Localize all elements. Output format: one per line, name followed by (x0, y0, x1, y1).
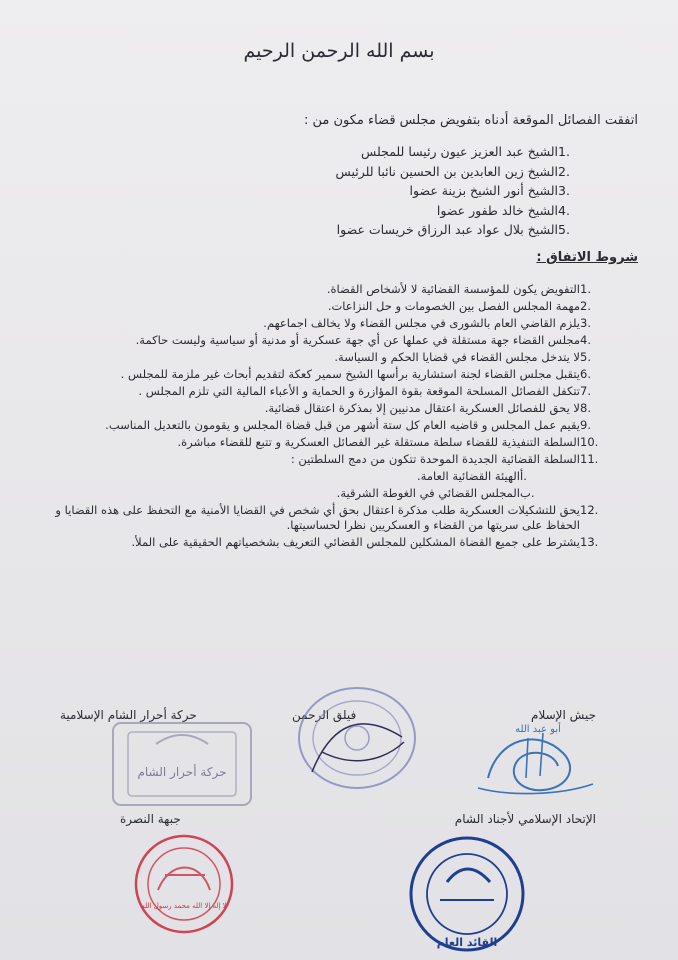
item-number: 9. (580, 418, 591, 432)
list-item (50, 367, 610, 382)
item-number: 10. (580, 435, 599, 449)
item-text: لا يحق للفصائل العسكرية اعتقال مدنيين إلا بمذكرة اعتقال قضائية. (264, 401, 580, 415)
nusra-stamp-icon (130, 830, 238, 938)
list-item (68, 222, 588, 242)
jaysh-islam-signature-icon (468, 718, 598, 800)
item-number: 2. (558, 163, 570, 179)
item-text: يحق للتشكيلات العسكرية طلب مذكرة اعتقال بحق أي شخص في القضايا الأمنية مع التحفظ على هذه القضايا و الحفاظ على سريتها من القضاء و العسكريين نظرا لحساسيتها. (55, 503, 580, 532)
list-item (50, 452, 610, 467)
item-number: 8. (580, 401, 591, 415)
item-number: 2. (580, 299, 591, 313)
signatory-jaysh-islam-label: جيش الإسلام (531, 708, 596, 722)
signatory-ahrar-label: حركة أحرار الشام الإسلامية (60, 708, 197, 722)
nusra-stamp-text: لا إله إلا الله محمد رسول الله (141, 902, 227, 910)
sub-item-text: المجلس القضائي في الغوطة الشرقية. (336, 486, 520, 500)
list-item (68, 183, 588, 203)
item-text: تتكفل الفصائل المسلحة الموقعة بقوة المؤازرة و الحماية و الأعباء المالية التي تلزم المجلس . (138, 384, 580, 398)
item-text: السلطة التنفيذية للقضاء سلطة مستقلة غير الفصائل العسكرية و تتبع للقضاء مباشرة. (177, 435, 580, 449)
item-text: الشيخ أنور الشيخ بزينة عضوا (409, 183, 558, 198)
list-item (50, 384, 610, 399)
sub-item-mark: أ. (520, 469, 527, 483)
item-number: 4. (580, 333, 591, 347)
item-number: 6. (580, 367, 591, 381)
item-text: الشيخ عبد العزيز عيون رئيسا للمجلس (361, 144, 558, 159)
members-list (68, 144, 588, 242)
item-text: مهمة المجلس الفصل بين الخصومات و حل النزاعات. (327, 299, 580, 313)
item-text: لا يتدخل مجلس القضاء في قضايا الحكم و السياسة. (334, 350, 580, 364)
list-item (50, 299, 610, 314)
signature-text: أبو عبد الله (515, 724, 561, 735)
sub-list (50, 469, 610, 501)
terms-list (50, 282, 610, 552)
item-number: 7. (580, 384, 591, 398)
item-number: 5. (558, 222, 570, 237)
list-item (50, 418, 610, 433)
basmala-heading: بسم الله الرحمن الرحيم (243, 40, 435, 62)
item-number: 12. (580, 503, 599, 517)
item-text: السلطة القضائية الجديدة الموحدة تتكون من دمج السلطتين : (290, 452, 580, 466)
signatory-nusra-label: جبهة النصرة (120, 812, 181, 826)
faylaq-stamp-icon (292, 682, 422, 794)
item-text: الشيخ بلال عواد عبد الرزاق خريسات عضوا (336, 222, 558, 237)
ahrar-stamp-icon (108, 718, 256, 810)
item-text: يقيم عمل المجلس و قاضيه العام كل ستة أشهر من قبل قضاة المجلس و يقومون بالتعديل المناسب. (105, 418, 580, 432)
item-number: 1. (580, 282, 591, 296)
ahrar-stamp-text: حركة أحرار الشام (137, 765, 227, 779)
item-number: 3. (580, 316, 591, 330)
list-item (50, 316, 610, 331)
item-number: 13. (580, 535, 599, 549)
item-text: يلزم القاضي العام بالشورى في مجلس القضاء ولا يخالف اجماعهم. (263, 316, 580, 330)
item-number: 5. (580, 350, 591, 364)
item-text: يتقبل مجلس القضاء لجنة استشارية برأسها الشيخ سمير كعكة لتقديم أبحاث غير ملزمة للمجلس . (120, 367, 580, 381)
item-number: 4. (558, 202, 570, 218)
ittihad-stamp-text: القائد العام (436, 936, 498, 949)
item-text: التفويض يكون للمؤسسة القضائية لا لأشخاص القضاة. (326, 282, 580, 296)
list-item (68, 203, 588, 223)
item-text: مجلس القضاء جهة مستقلة في عملها عن أي جهة عسكرية أو مدنية أو سياسية وليست حاكمة. (135, 333, 580, 347)
sub-item (50, 486, 550, 501)
intro-paragraph: اتفقت الفصائل الموقعة أدناه بتفويض مجلس قضاء مكون من : (303, 113, 638, 128)
list-item (68, 164, 588, 184)
list-item (50, 503, 610, 533)
list-item (50, 535, 610, 550)
item-text: يشترط على جميع القضاة المشكلين للمجلس القضائي التعريف بشخصياتهم الحقيقية على الملأ. (131, 535, 580, 549)
signatory-faylaq-label: فيلق الرحمن (292, 708, 357, 722)
sub-item-mark: ب. (520, 486, 535, 500)
list-item (50, 350, 610, 365)
sub-item-text: الهيئة القضائية العامة. (417, 469, 520, 483)
list-item (50, 333, 610, 348)
item-text: الشيخ زين العابدين بن الحسين نائبا للرئيس (335, 163, 558, 179)
sub-item (50, 469, 550, 484)
item-text: الشيخ خالد طفور عضوا (436, 202, 558, 218)
list-item (50, 435, 610, 450)
signatory-ittihad-label: الإتحاد الإسلامي لأجناد الشام (454, 812, 596, 826)
terms-heading: شروط الاتفاق : (536, 250, 638, 265)
ittihad-stamp-icon (402, 830, 532, 958)
list-item (50, 282, 610, 297)
item-number: 3. (558, 183, 570, 198)
list-item (50, 401, 610, 416)
list-item (68, 144, 588, 164)
item-number: 11. (580, 452, 599, 466)
item-number: 1. (558, 144, 570, 159)
